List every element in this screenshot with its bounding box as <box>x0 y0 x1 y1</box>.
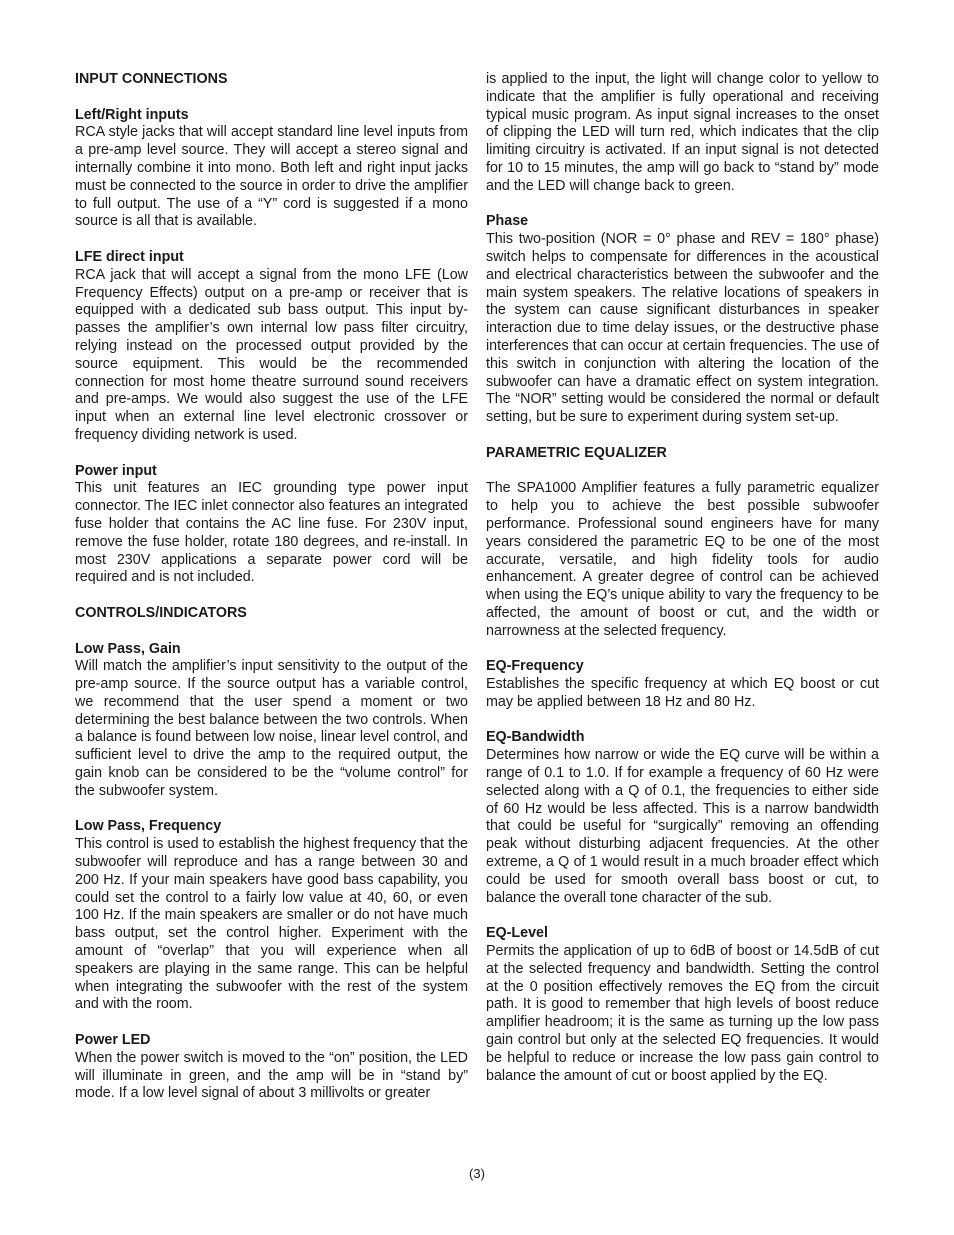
parametric-equalizer-intro: The SPA1000 Amplifier features a fully parametric equalizer to help you to achieve the best possible subwoofer performance. Professional sound engineers have for many years considered the parametric EQ to be one of the most accurate, versatile, and high fidelity tools for audio enhancement. A greater degree of control can be achieved when using the EQ’s unique ability to vary the frequency to be affected, the amount of boost or cut, and the width or narrowness at the selected frequency. <box>486 480 879 639</box>
page-number: (3) <box>469 1166 485 1181</box>
power-input-heading: Power input <box>75 462 157 479</box>
eq-bandwidth-heading: EQ-Bandwidth <box>486 729 585 746</box>
parametric-equalizer-title: PARAMETRIC EQUALIZER <box>486 444 667 461</box>
eq-bandwidth-text: Determines how narrow or wide the EQ curve will be within a range of 0.1 to 1.0. If for example a frequency of 60 Hz were selected along with a Q of 0.1, the frequencies to either side of 60 Hz would be less affected. This is a narrow bandwidth that could be useful for “surgically” removing an offending peak without disturbing adjacent frequencies. At the other extreme, a Q of 1 would result in a much broader effect which could be used for smooth overall bass boost or cut, to balance the overall tone character of the sub. <box>486 747 879 906</box>
eq-frequency-heading: EQ-Frequency <box>486 658 584 675</box>
left-right-inputs-heading: Left/Right inputs <box>75 106 189 123</box>
lfe-direct-input-text: RCA jack that will accept a signal from the mono LFE (Low Frequency Effects) output on a pre-amp or receiver that is equipped with a dedicated sub bass output. This input by-passes the amplifier’s own internal low pass filter circuitry, relying instead on the processed output provided by the source equipment. This would be the recommended connection for most home theatre surround sound receivers and pre-amps. We would also suggest the use of the LFE input when an external line level electronic crossover or frequency dividing network is used. <box>75 266 468 443</box>
controls-indicators-title: CONTROLS/INDICATORS <box>75 604 247 621</box>
eq-level-text: Permits the application of up to 6dB of boost or 14.5dB of cut at the selected frequency and bandwidth. Setting the control at the 0 position effectively removes the EQ from the circuit path. It is good to remember that high levels of boost reduce amplifier headroom; it is the same as turning up the low pass gain control but only at the selected EQ frequencies. It would be helpful to reduce or increase the low pass gain control to balance the amount of cut or boost applied by the EQ. <box>486 943 879 1084</box>
low-pass-gain-heading: Low Pass, Gain <box>75 640 181 657</box>
low-pass-gain-text: Will match the amplifier’s input sensitivity to the output of the pre-amp source. If the source output has a variable control, we recommend that the user spend a moment or two determining the best balance between the two controls. When a balance is found between low noise, linear level control, and sufficient level to drive the amp to the required output, the gain knob can be considered to be the “volume control” for the subwoofer system. <box>75 658 468 799</box>
phase-text: This two-position (NOR = 0° phase and REV = 180° phase) switch helps to compensate for differences in the acoustical and electrical characteristics between the subwoofer and the main system speakers. The relative locations of speakers in the system can cause significant disturbances in speaker interaction due to time delay issues, or the destructive phase interferences that can occur at certain frequencies. The use of this switch in conjunction with altering the location of the subwoofer can have a dramatic effect on system integration. The “NOR” setting would be considered the normal or default setting, but be sure to experiment during system set-up. <box>486 231 879 426</box>
lfe-direct-input-heading: LFE direct input <box>75 248 184 265</box>
right-column <box>486 71 879 1085</box>
power-input-text: This unit features an IEC grounding type power input connector. The IEC inlet connector also features an integrated fuse holder that contains the AC line fuse. For 230V input, remove the fuse holder, rotate 180 degrees, and re-install. In most 230V applications a separate power cord will be required and is not included. <box>75 480 468 586</box>
eq-frequency-text: Establishes the specific frequency at which EQ boost or cut may be applied between 18 Hz and 80 Hz. <box>486 676 879 710</box>
input-connections-title: INPUT CONNECTIONS <box>75 71 228 87</box>
power-led-heading: Power LED <box>75 1032 151 1049</box>
phase-heading: Phase <box>486 213 529 230</box>
power-led-text: When the power switch is moved to the “on” position, the LED will illuminate in green, and the amp will be in “stand by” mode. If a low level signal of about 3 millivolts or greater <box>75 1049 468 1102</box>
eq-level-heading: EQ-Level <box>486 925 548 942</box>
power-led-text-continued: is applied to the input, the light will change color to yellow to indicate that the amplifier is fully operational and receiving typical music program. As input signal increases to the onset of clipping the LED will turn red, which indicates that the clip limiting circuitry is activated. If an input signal is not detected for 10 to 15 minutes, the amp will go back to “stand by” mode and the LED will change back to green. <box>486 71 879 194</box>
low-pass-frequency-text: This control is used to establish the highest frequency that the subwoofer will reproduce and has a range between 30 and 200 Hz. If your main speakers have good bass capability, you could set the control to a fairly low value at 40, 60, or even 100 Hz. If the main speakers are smaller or do not have much bass output, set the control higher. Experiment with the amount of “overlap” that you will experience when all speakers are playing in the same range. This can be helpful when integrating the subwoofer with the rest of the system and with the room. <box>75 836 468 1013</box>
left-right-inputs-text: RCA style jacks that will accept standard line level inputs from a pre-amp level source. They will accept a stereo signal and internally combine it into mono. Both left and right input jacks must be connected to the source in order to drive the amplifier to full output. The use of a “Y” cord is suggested if a mono source is all that is available. <box>75 124 468 230</box>
left-column <box>75 71 468 1103</box>
low-pass-frequency-heading: Low Pass, Frequency <box>75 818 222 835</box>
